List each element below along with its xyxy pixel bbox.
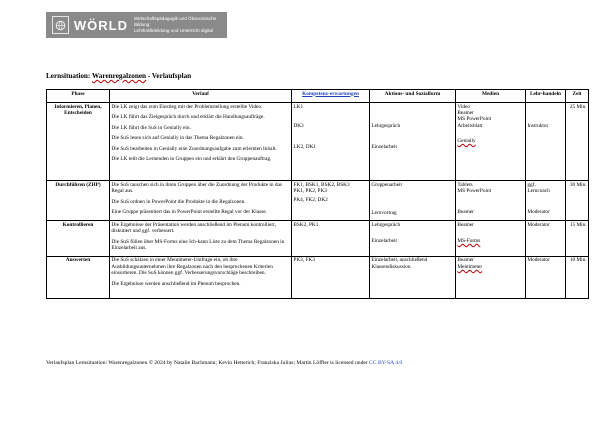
kompetenz-cell — [292, 103, 370, 181]
verlauf-step: Die LK führt das Zielgespräch durch und erklärt die Handlungsaufträge. — [111, 114, 265, 121]
logo-subtitle — [134, 16, 227, 34]
medien-item: Beamer — [457, 209, 474, 216]
lesson-plan-table — [46, 89, 589, 299]
verlauf-step: Die SuS bearbeiten in Genially eine Zuordnungsaufgabe zum erlernten Inhalt. — [111, 145, 277, 152]
logo-subtitle-line: Lehrkräftebildung und Unterricht digital — [133, 28, 213, 33]
lehrhandeln-item: Lerncoach — [527, 188, 550, 195]
table-row — [47, 221, 589, 257]
kompetenz-item: PK3, FK3 — [293, 257, 315, 264]
phase-cell: Auswerten — [47, 256, 110, 298]
license-footer — [46, 360, 402, 366]
verlauf-step: Die SuS lesen sich auf Genially in das Thema Regalzonen ein. — [111, 135, 244, 142]
aktion-cell — [370, 103, 456, 181]
table-header-row — [47, 90, 589, 103]
verlauf-step: Die LK führt die SuS in Genially ein. — [111, 124, 191, 131]
verlauf-cell — [110, 221, 292, 257]
medien-item: Genially — [457, 137, 476, 144]
table-row — [47, 256, 589, 298]
column-header: Medien — [456, 90, 526, 103]
medien-item: Tablets — [457, 181, 473, 188]
verlauf-step: Die Ergebnisse werden anschließend im Plenum besprochen. — [111, 280, 241, 287]
footer-text: Verlaufsplan Lernsituation: Warenregalzonen © 2024 by Natalie Bachmann; Kevin Hetterich; Franziska Julius; Martin Löffler is licensed under — [46, 360, 368, 366]
verlauf-step: Die LK zeigt das zum Einstieg mit der Problemstellung erstellte Video. — [111, 103, 263, 110]
verlauf-step: Die LK teilt die Lernenden in Gruppen ein und erklärt den Gruppenauftrag. — [111, 156, 272, 163]
kompetenz-item: LK1 — [293, 103, 304, 110]
kompetenz-item: LK2, DK1 — [293, 144, 317, 151]
lehrhandeln-item: Instruktor — [527, 122, 549, 129]
column-header: Zeit — [566, 90, 589, 103]
medien-item: Video — [457, 103, 471, 110]
kompetenz-item: PK4, FK2, DK2 — [293, 197, 328, 204]
medien-cell — [456, 103, 526, 181]
aktion-item: Gruppenarbeit — [371, 181, 402, 188]
lehrhandeln-cell — [526, 256, 566, 298]
table-row — [47, 181, 589, 221]
verlauf-step: Die Ergebnisse der Präsentation werden anschließend im Plenum kontrolliert, diskutiert und ggf. verbessert. — [111, 221, 276, 235]
verlauf-step: Die SuS füllen über MS-Forms eine Ich-kann Liste zu dem Thema Regalzonen in Einzelarbeit aus. — [111, 238, 285, 251]
logo-name: WÖRLD — [73, 17, 128, 33]
aktion-cell — [370, 181, 456, 221]
lehrhandeln-item: Moderator — [527, 209, 550, 216]
medien-cell — [456, 256, 526, 298]
medien-cell — [456, 221, 526, 257]
title-suffix: - Verlaufsplan — [146, 72, 192, 80]
verlauf-step: Die SuS tauschen sich in ihren Gruppen über die Zuordnung der Produkte in das Regal aus. — [111, 181, 282, 195]
kompetenz-item: PK1, PK2, PK3 — [293, 188, 327, 195]
phase-cell: Kontrollieren — [47, 221, 110, 257]
medien-cell — [456, 181, 526, 221]
table-row — [47, 103, 589, 181]
verlauf-step: Die SuS ordnen in PowerPoint die Produkte in die Regalzonen. — [111, 198, 246, 205]
aktion-item: Lehrgespräch — [371, 221, 401, 228]
lehrhandeln-item: Moderator — [527, 221, 550, 228]
zeit-cell: 25 Min. — [566, 103, 589, 181]
medien-item: Beamer — [457, 110, 474, 117]
kompetenz-cell — [292, 181, 370, 221]
kompetenz-cell — [292, 256, 370, 298]
kompetenz-cell — [292, 221, 370, 257]
document-title — [46, 72, 191, 80]
verlauf-step: Eine Gruppe präsentiert das in PowerPoint erstellte Regal vor der Klasse. — [111, 209, 267, 216]
aktion-item: Lernvortrag — [371, 210, 397, 217]
kompetenz-item: DK3 — [293, 123, 304, 130]
medien-item: Beamer — [457, 257, 474, 264]
medien-item: MS-Forms — [457, 238, 481, 245]
column-header: Aktions- und Sozialform — [370, 90, 456, 103]
lehrhandeln-cell — [526, 181, 566, 221]
header-logo-banner — [46, 12, 227, 38]
verlauf-cell — [110, 181, 292, 221]
title-topic: Warenregalzonen — [92, 72, 147, 80]
lehrhandeln-cell — [526, 103, 566, 181]
aktion-item: Einzelarbeit — [371, 144, 397, 151]
license-link[interactable]: CC BY-SA 4.0 — [369, 360, 403, 366]
globe-icon — [52, 16, 69, 34]
aktion-item: Einzelarbeit — [371, 238, 397, 245]
column-header: Kompetenz-erwartungen — [292, 90, 370, 103]
kompetenz-item: BSK2, PK1 — [293, 221, 319, 228]
medien-item: MS PowerPoint — [457, 188, 492, 195]
column-header: Verlauf — [110, 90, 292, 103]
lehrhandeln-item: Moderator — [527, 257, 550, 264]
column-header: Lehr-handeln — [526, 90, 566, 103]
aktion-cell — [370, 256, 456, 298]
medien-item: Arbeitsblatt — [457, 122, 483, 129]
zeit-cell: 30 Min. — [566, 181, 589, 221]
medien-item: MS PowerPoint — [457, 116, 492, 123]
phase-cell: Informieren, Planen, Entscheiden — [47, 103, 110, 181]
aktion-cell — [370, 221, 456, 257]
aktion-item: Einzelarbeit, anschließend Klassendiskussion — [371, 257, 428, 270]
zeit-cell: 10 Min. — [566, 256, 589, 298]
column-header: Phase — [47, 90, 110, 103]
medien-item: Mentimeter — [457, 263, 483, 270]
medien-item: Beamer — [457, 221, 474, 228]
aktion-item: Lehrgespräch — [371, 122, 401, 129]
logo-subtitle-line: Wirtschaftspädagogik und Ökonomische Bildung: — [133, 16, 217, 27]
verlauf-cell — [110, 103, 292, 181]
lehrhandeln-item: ggf. — [527, 181, 536, 188]
kompetenz-item: FK1, BSK1, BSK2, BSK3 — [293, 181, 350, 188]
zeit-cell: 15 Min. — [566, 221, 589, 257]
phase-cell: Durchführen (ZHP) — [47, 181, 110, 221]
title-prefix: Lernsituation: — [46, 72, 92, 80]
verlauf-step: Die SuS schätzen in einer Mentimeter-Umfrage ein, ob ihre Ausbildungsunternehmen ihre Regalzonen nach den besprochenen Kriterien einsortieren. Die SuS können ggf. Verbesserungsvorschläge beschreiben. — [111, 257, 273, 277]
verlauf-cell — [110, 256, 292, 298]
lehrhandeln-cell — [526, 221, 566, 257]
